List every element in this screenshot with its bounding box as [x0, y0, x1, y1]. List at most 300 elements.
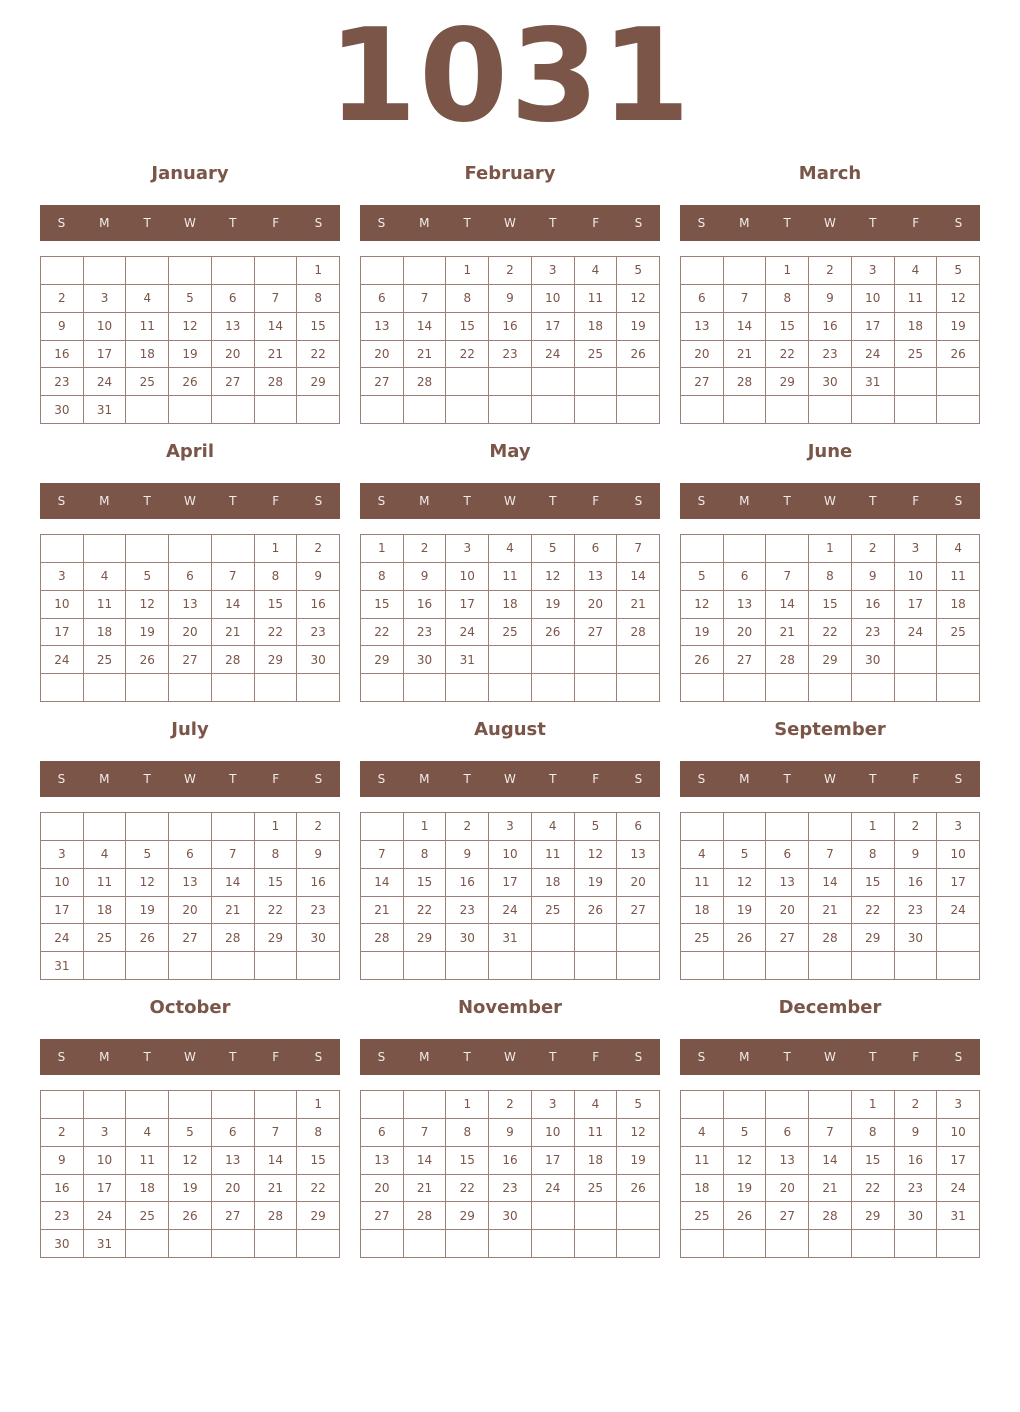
- day-cell: [126, 674, 169, 702]
- weekday-label: F: [912, 494, 920, 508]
- day-cell: 11: [126, 313, 169, 341]
- day-grid: [360, 1090, 660, 1258]
- day-cell: 10: [446, 563, 489, 591]
- day-cell: [724, 1091, 767, 1119]
- day-cell: 22: [404, 897, 447, 925]
- day-cell: 17: [532, 313, 575, 341]
- day-cell: 21: [361, 897, 404, 925]
- day-cell: 24: [489, 897, 532, 925]
- weekday-header: [360, 205, 660, 241]
- day-cell: 8: [297, 285, 340, 313]
- day-cell: [84, 813, 127, 841]
- day-cell: 11: [532, 841, 575, 869]
- weekday-label: W: [824, 216, 836, 230]
- day-cell: [809, 1091, 852, 1119]
- weekday-label: M: [739, 1050, 750, 1064]
- day-cell: 22: [809, 619, 852, 647]
- day-cell: 2: [297, 813, 340, 841]
- day-cell: 22: [297, 341, 340, 369]
- day-cell: 5: [169, 1119, 212, 1147]
- day-cell: 3: [852, 257, 895, 285]
- weekday-header: [680, 483, 980, 519]
- day-cell: 13: [766, 1147, 809, 1175]
- day-cell: 2: [895, 813, 938, 841]
- day-cell: [575, 952, 618, 980]
- day-cell: 5: [724, 1119, 767, 1147]
- day-cell: 19: [724, 897, 767, 925]
- weekday-label: M: [99, 1050, 110, 1064]
- weekday-label: M: [739, 494, 750, 508]
- weekday-label: F: [272, 1050, 280, 1064]
- day-cell: 24: [937, 897, 980, 925]
- day-cell: 11: [126, 1147, 169, 1175]
- month-january: [40, 160, 340, 430]
- day-cell: [446, 368, 489, 396]
- month-name: March: [798, 163, 862, 184]
- day-cell: [212, 674, 255, 702]
- day-cell: 3: [937, 1091, 980, 1119]
- day-cell: 28: [255, 368, 298, 396]
- day-cell: 16: [895, 1147, 938, 1175]
- day-cell: 31: [852, 368, 895, 396]
- day-cell: 19: [126, 897, 169, 925]
- day-cell: [84, 535, 127, 563]
- day-cell: [852, 674, 895, 702]
- day-grid: [40, 256, 340, 424]
- day-cell: [489, 674, 532, 702]
- day-cell: 28: [617, 619, 660, 647]
- day-cell: 10: [41, 869, 84, 897]
- month-name: September: [774, 719, 886, 740]
- day-cell: 16: [852, 591, 895, 619]
- day-cell: 27: [766, 924, 809, 952]
- day-cell: 10: [489, 841, 532, 869]
- day-cell: [255, 257, 298, 285]
- day-cell: [297, 674, 340, 702]
- day-cell: 19: [532, 591, 575, 619]
- day-cell: [937, 674, 980, 702]
- weekday-label: W: [184, 772, 196, 786]
- day-cell: 29: [766, 368, 809, 396]
- day-cell: [617, 924, 660, 952]
- day-cell: [895, 646, 938, 674]
- day-cell: 26: [724, 1202, 767, 1230]
- day-cell: 16: [297, 591, 340, 619]
- day-grid: [40, 1090, 340, 1258]
- day-cell: 10: [937, 1119, 980, 1147]
- month-december: [680, 994, 980, 1264]
- day-cell: 16: [895, 869, 938, 897]
- day-cell: [766, 1230, 809, 1258]
- weekday-label: M: [99, 494, 110, 508]
- day-cell: [532, 1202, 575, 1230]
- day-cell: 3: [532, 257, 575, 285]
- day-cell: 5: [532, 535, 575, 563]
- day-cell: 26: [617, 341, 660, 369]
- day-cell: [809, 396, 852, 424]
- day-cell: [681, 396, 724, 424]
- day-cell: 10: [532, 1119, 575, 1147]
- day-cell: 8: [809, 563, 852, 591]
- day-cell: [361, 952, 404, 980]
- weekday-label: W: [824, 494, 836, 508]
- day-cell: 4: [126, 1119, 169, 1147]
- day-cell: 24: [41, 646, 84, 674]
- day-cell: [212, 535, 255, 563]
- day-cell: [724, 952, 767, 980]
- day-cell: [937, 952, 980, 980]
- day-cell: 10: [895, 563, 938, 591]
- day-cell: 25: [937, 619, 980, 647]
- day-cell: 26: [126, 924, 169, 952]
- weekday-header: [40, 761, 340, 797]
- day-cell: 3: [532, 1091, 575, 1119]
- day-grid: [40, 534, 340, 702]
- day-cell: 11: [681, 869, 724, 897]
- day-cell: 1: [255, 813, 298, 841]
- weekday-label: S: [57, 216, 66, 230]
- day-cell: 8: [766, 285, 809, 313]
- day-cell: 7: [404, 285, 447, 313]
- day-cell: [41, 813, 84, 841]
- day-cell: 31: [937, 1202, 980, 1230]
- day-cell: 9: [895, 1119, 938, 1147]
- weekday-label: S: [954, 494, 963, 508]
- day-cell: 7: [255, 285, 298, 313]
- day-grid: [680, 812, 980, 980]
- day-cell: [532, 952, 575, 980]
- day-cell: [446, 952, 489, 980]
- day-cell: 26: [169, 1202, 212, 1230]
- day-cell: 2: [895, 1091, 938, 1119]
- day-cell: 22: [766, 341, 809, 369]
- day-cell: 1: [404, 813, 447, 841]
- day-cell: 16: [41, 1175, 84, 1203]
- weekday-label: T: [549, 1050, 557, 1064]
- weekday-header: [40, 483, 340, 519]
- day-cell: 2: [41, 1119, 84, 1147]
- weekday-label: S: [954, 216, 963, 230]
- day-grid: [680, 534, 980, 702]
- day-cell: 10: [41, 591, 84, 619]
- day-cell: 7: [809, 1119, 852, 1147]
- day-cell: 13: [766, 869, 809, 897]
- day-cell: 19: [169, 1175, 212, 1203]
- day-cell: 3: [41, 563, 84, 591]
- day-cell: 28: [404, 1202, 447, 1230]
- day-cell: 18: [937, 591, 980, 619]
- weekday-label: S: [377, 1050, 386, 1064]
- day-cell: 6: [361, 1119, 404, 1147]
- weekday-header: [360, 761, 660, 797]
- day-cell: [255, 396, 298, 424]
- weekday-label: S: [697, 216, 706, 230]
- day-cell: 23: [297, 897, 340, 925]
- day-cell: [895, 952, 938, 980]
- month-june: [680, 438, 980, 708]
- day-cell: 23: [489, 341, 532, 369]
- day-cell: 16: [446, 869, 489, 897]
- weekday-label: W: [504, 494, 516, 508]
- weekday-label: T: [463, 772, 471, 786]
- day-cell: [404, 396, 447, 424]
- day-cell: [937, 924, 980, 952]
- day-cell: 30: [852, 646, 895, 674]
- day-cell: 13: [169, 869, 212, 897]
- weekday-label: T: [229, 216, 237, 230]
- day-cell: 24: [532, 1175, 575, 1203]
- day-cell: 9: [297, 841, 340, 869]
- weekday-header: [40, 1039, 340, 1075]
- day-cell: 28: [361, 924, 404, 952]
- day-cell: [255, 952, 298, 980]
- day-cell: 27: [361, 368, 404, 396]
- day-cell: 24: [937, 1175, 980, 1203]
- month-name: October: [149, 997, 231, 1018]
- day-cell: 15: [446, 313, 489, 341]
- month-may: [360, 438, 660, 708]
- day-cell: 15: [809, 591, 852, 619]
- day-cell: [212, 257, 255, 285]
- day-cell: [404, 1230, 447, 1258]
- day-cell: 29: [446, 1202, 489, 1230]
- day-cell: 6: [681, 285, 724, 313]
- day-cell: 8: [446, 285, 489, 313]
- day-cell: 10: [84, 1147, 127, 1175]
- day-cell: [766, 674, 809, 702]
- weekday-label: S: [314, 494, 323, 508]
- weekday-label: M: [99, 216, 110, 230]
- day-cell: 21: [809, 1175, 852, 1203]
- day-cell: 6: [617, 813, 660, 841]
- day-cell: 18: [126, 341, 169, 369]
- day-cell: [617, 368, 660, 396]
- day-cell: 24: [852, 341, 895, 369]
- day-cell: 7: [255, 1119, 298, 1147]
- day-cell: 17: [84, 341, 127, 369]
- weekday-label: T: [869, 216, 877, 230]
- day-cell: 15: [852, 869, 895, 897]
- day-cell: 15: [446, 1147, 489, 1175]
- day-cell: 11: [84, 591, 127, 619]
- day-cell: 19: [937, 313, 980, 341]
- day-cell: 4: [532, 813, 575, 841]
- weekday-label: F: [272, 772, 280, 786]
- day-cell: [852, 1230, 895, 1258]
- day-cell: 22: [852, 897, 895, 925]
- day-cell: 12: [126, 591, 169, 619]
- day-cell: 19: [617, 313, 660, 341]
- day-cell: 15: [766, 313, 809, 341]
- day-cell: [126, 257, 169, 285]
- weekday-label: T: [229, 494, 237, 508]
- weekday-label: T: [229, 772, 237, 786]
- day-cell: [532, 646, 575, 674]
- day-cell: 27: [617, 897, 660, 925]
- day-cell: 29: [852, 924, 895, 952]
- day-cell: [575, 396, 618, 424]
- day-cell: 30: [297, 924, 340, 952]
- day-cell: 9: [489, 1119, 532, 1147]
- day-cell: 30: [446, 924, 489, 952]
- day-cell: 6: [766, 1119, 809, 1147]
- day-cell: 30: [404, 646, 447, 674]
- day-cell: [895, 1230, 938, 1258]
- day-grid: [40, 812, 340, 980]
- day-cell: 9: [852, 563, 895, 591]
- weekday-header: [360, 483, 660, 519]
- day-cell: 25: [489, 619, 532, 647]
- day-cell: 4: [681, 1119, 724, 1147]
- day-cell: 17: [41, 897, 84, 925]
- day-cell: 9: [297, 563, 340, 591]
- day-cell: 12: [532, 563, 575, 591]
- day-cell: 13: [575, 563, 618, 591]
- weekday-label: S: [634, 216, 643, 230]
- weekday-label: M: [739, 772, 750, 786]
- day-cell: [809, 1230, 852, 1258]
- weekday-label: T: [463, 494, 471, 508]
- day-cell: [84, 674, 127, 702]
- day-cell: 25: [126, 1202, 169, 1230]
- day-cell: 6: [169, 563, 212, 591]
- day-cell: 19: [681, 619, 724, 647]
- day-cell: 7: [212, 563, 255, 591]
- day-cell: 14: [255, 1147, 298, 1175]
- day-cell: 8: [852, 841, 895, 869]
- day-cell: 6: [361, 285, 404, 313]
- weekday-header: [40, 205, 340, 241]
- month-november: [360, 994, 660, 1264]
- day-cell: 8: [361, 563, 404, 591]
- day-cell: [169, 535, 212, 563]
- day-cell: [126, 396, 169, 424]
- day-cell: 26: [937, 341, 980, 369]
- day-cell: 29: [852, 1202, 895, 1230]
- day-cell: [404, 674, 447, 702]
- day-cell: 14: [404, 1147, 447, 1175]
- day-cell: 14: [255, 313, 298, 341]
- day-cell: 18: [84, 897, 127, 925]
- day-cell: 4: [681, 841, 724, 869]
- day-cell: 23: [809, 341, 852, 369]
- day-cell: [126, 1091, 169, 1119]
- day-cell: 20: [169, 619, 212, 647]
- day-cell: 27: [169, 646, 212, 674]
- day-cell: 28: [404, 368, 447, 396]
- day-cell: 23: [297, 619, 340, 647]
- day-cell: 24: [895, 619, 938, 647]
- day-cell: 18: [489, 591, 532, 619]
- day-cell: 11: [575, 285, 618, 313]
- day-cell: 22: [852, 1175, 895, 1203]
- day-cell: [766, 535, 809, 563]
- day-cell: 25: [84, 646, 127, 674]
- day-cell: 17: [41, 619, 84, 647]
- day-cell: [41, 674, 84, 702]
- day-cell: 24: [41, 924, 84, 952]
- day-cell: 16: [297, 869, 340, 897]
- weekday-label: S: [634, 1050, 643, 1064]
- day-cell: 16: [489, 313, 532, 341]
- day-cell: [724, 535, 767, 563]
- day-cell: 1: [297, 257, 340, 285]
- day-cell: 22: [255, 619, 298, 647]
- day-cell: 16: [41, 341, 84, 369]
- day-cell: 5: [681, 563, 724, 591]
- day-cell: 17: [937, 1147, 980, 1175]
- day-cell: 29: [361, 646, 404, 674]
- day-cell: 29: [297, 368, 340, 396]
- day-cell: 5: [126, 563, 169, 591]
- day-cell: 12: [575, 841, 618, 869]
- day-cell: [489, 1230, 532, 1258]
- day-cell: [681, 535, 724, 563]
- day-cell: 5: [126, 841, 169, 869]
- day-cell: 6: [212, 1119, 255, 1147]
- day-cell: [212, 813, 255, 841]
- day-cell: 23: [489, 1175, 532, 1203]
- weekday-header: [680, 761, 980, 797]
- day-cell: 29: [809, 646, 852, 674]
- day-cell: 23: [41, 1202, 84, 1230]
- day-cell: 4: [895, 257, 938, 285]
- day-cell: 2: [489, 1091, 532, 1119]
- weekday-label: W: [184, 1050, 196, 1064]
- day-cell: 5: [617, 1091, 660, 1119]
- day-cell: 31: [489, 924, 532, 952]
- day-cell: 28: [255, 1202, 298, 1230]
- day-cell: 15: [255, 869, 298, 897]
- day-cell: 14: [809, 1147, 852, 1175]
- month-name: August: [474, 719, 546, 740]
- day-cell: 14: [617, 563, 660, 591]
- day-cell: 21: [809, 897, 852, 925]
- day-cell: 7: [404, 1119, 447, 1147]
- day-cell: [617, 952, 660, 980]
- day-cell: 3: [895, 535, 938, 563]
- weekday-label: S: [954, 772, 963, 786]
- weekday-label: S: [634, 772, 643, 786]
- day-cell: 5: [575, 813, 618, 841]
- weekday-header: [360, 1039, 660, 1075]
- day-cell: 27: [724, 646, 767, 674]
- weekday-label: S: [57, 494, 66, 508]
- day-cell: 25: [895, 341, 938, 369]
- weekday-label: T: [229, 1050, 237, 1064]
- day-cell: 20: [766, 897, 809, 925]
- day-cell: 8: [297, 1119, 340, 1147]
- day-cell: [41, 1091, 84, 1119]
- day-cell: [809, 813, 852, 841]
- day-cell: [937, 396, 980, 424]
- day-cell: 20: [575, 591, 618, 619]
- day-cell: 4: [575, 257, 618, 285]
- day-cell: 16: [489, 1147, 532, 1175]
- day-grid: [360, 534, 660, 702]
- day-cell: 21: [255, 341, 298, 369]
- day-cell: [212, 396, 255, 424]
- day-cell: 9: [41, 1147, 84, 1175]
- day-cell: 27: [169, 924, 212, 952]
- month-march: [680, 160, 980, 430]
- day-cell: 4: [937, 535, 980, 563]
- day-cell: 14: [212, 591, 255, 619]
- day-cell: [361, 396, 404, 424]
- weekday-label: S: [314, 772, 323, 786]
- day-cell: 29: [404, 924, 447, 952]
- day-cell: [724, 396, 767, 424]
